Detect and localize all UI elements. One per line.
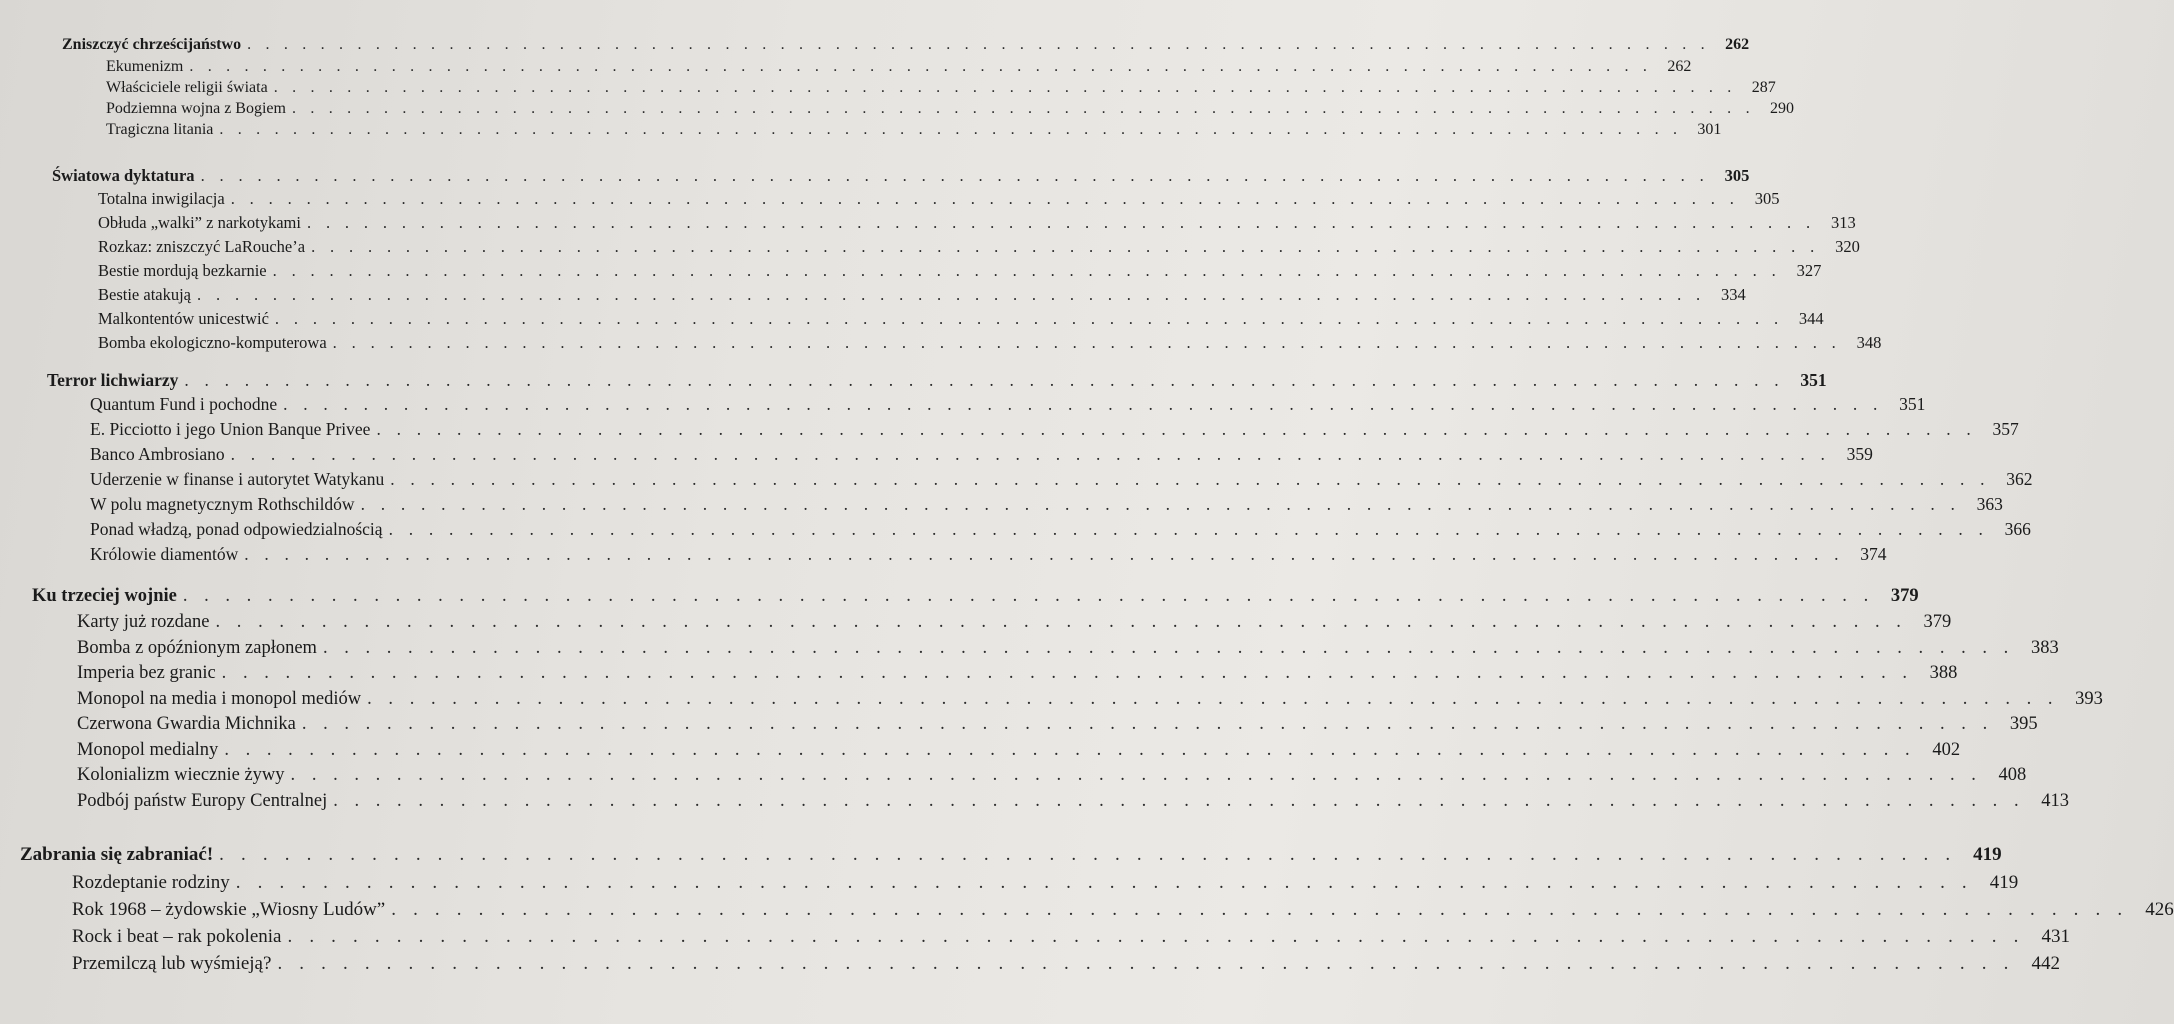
toc-section bbox=[47, 370, 2033, 569]
entry-title: Monopol na media i monopol mediów bbox=[77, 688, 362, 709]
toc-entry bbox=[47, 419, 2019, 444]
entry-page-number: 379 bbox=[1923, 612, 1952, 632]
leader-dots: ................................................................................ bbox=[333, 790, 2036, 811]
entry-title: Bestie mordują bezkarnie bbox=[98, 261, 267, 280]
entry-title: E. Picciotto i jego Union Banque Privee bbox=[90, 419, 371, 439]
entry-page-number: 290 bbox=[1769, 100, 1794, 117]
toc-entry bbox=[32, 663, 1958, 689]
toc-entry bbox=[62, 79, 1776, 100]
leader-dots: ................................................................................ bbox=[287, 926, 2036, 947]
toc-entry bbox=[52, 309, 1824, 333]
toc-entry bbox=[32, 739, 1961, 766]
entry-page-number: 366 bbox=[2004, 519, 2031, 539]
entry-page-number: 419 bbox=[1989, 872, 2019, 893]
entry-title: Rok 1968 – żydowskie „Wiosny Ludów” bbox=[72, 899, 386, 920]
entry-page-number: 374 bbox=[1860, 544, 1887, 564]
entry-title: Karty już rozdane bbox=[77, 612, 210, 632]
toc-entry bbox=[47, 544, 1887, 569]
entry-page-number: 327 bbox=[1796, 261, 1822, 280]
entry-title: Przemilczą lub wyśmieją? bbox=[72, 953, 272, 974]
entry-title: Bomba z opóźnionym zapłonem bbox=[77, 637, 317, 658]
section-heading bbox=[32, 586, 1919, 612]
leader-dots: ................................................................................ bbox=[230, 189, 1749, 208]
section-heading bbox=[47, 370, 1827, 394]
toc-entry bbox=[52, 237, 1860, 261]
section-heading bbox=[62, 36, 1750, 58]
entry-page-number: 408 bbox=[1998, 765, 2027, 785]
section-title: Terror lichwiarzy bbox=[47, 370, 179, 390]
entry-page-number: 395 bbox=[2009, 714, 2038, 734]
leader-dots: ................................................................................ bbox=[272, 261, 1791, 280]
toc-entry bbox=[20, 926, 2070, 953]
section-title: Zabrania się zabraniać! bbox=[20, 844, 214, 865]
entry-page-number: 442 bbox=[2031, 953, 2060, 974]
leader-dots: ................................................................................ bbox=[182, 586, 1885, 606]
leader-dots: ................................................................................ bbox=[391, 899, 2140, 920]
toc-entry bbox=[47, 469, 2033, 494]
toc-entry bbox=[32, 612, 1952, 638]
entry-title: Czerwona Gwardia Michnika bbox=[77, 714, 296, 734]
entry-title: Imperia bez granic bbox=[77, 663, 216, 683]
entry-page-number: 351 bbox=[1899, 394, 1926, 414]
entry-page-number: 383 bbox=[2030, 637, 2059, 658]
entry-page-number: 362 bbox=[2006, 469, 2033, 489]
section-title: Ku trzeciej wojnie bbox=[32, 586, 177, 606]
toc-entry bbox=[20, 953, 2060, 980]
section-page-number: 351 bbox=[1800, 370, 1827, 390]
entry-title: Rozkaz: zniszczyć LaRouche’a bbox=[98, 237, 306, 256]
toc-entry bbox=[32, 714, 2038, 740]
leader-dots: ................................................................................ bbox=[388, 519, 1999, 539]
leader-dots: ................................................................................ bbox=[283, 394, 1894, 414]
toc-section bbox=[20, 844, 2174, 980]
section-heading bbox=[20, 844, 2002, 872]
entry-page-number: 413 bbox=[2041, 790, 2069, 811]
leader-dots: ................................................................................ bbox=[301, 714, 2004, 734]
entry-page-number: 305 bbox=[1754, 189, 1780, 208]
leader-dots: ................................................................................ bbox=[376, 419, 1987, 439]
leader-dots: ................................................................................ bbox=[197, 285, 1716, 304]
leader-dots: ................................................................................ bbox=[235, 872, 1984, 893]
section-page-number: 379 bbox=[1890, 586, 1919, 606]
leader-dots: ................................................................................ bbox=[360, 494, 1971, 514]
toc-entry bbox=[32, 790, 2069, 817]
entry-page-number: 320 bbox=[1835, 237, 1860, 256]
section-title: Światowa dyktatura bbox=[52, 166, 195, 185]
entry-page-number: 393 bbox=[2075, 688, 2103, 709]
entry-title: Ekumenizm bbox=[106, 58, 184, 75]
leader-dots: ................................................................................ bbox=[224, 739, 1927, 760]
toc-entry bbox=[47, 494, 2003, 519]
leader-dots: ................................................................................ bbox=[306, 213, 1825, 232]
entry-page-number: 334 bbox=[1721, 285, 1746, 304]
toc-entry bbox=[52, 285, 1746, 309]
toc-entry bbox=[47, 444, 1873, 469]
leader-dots: ................................................................................ bbox=[219, 844, 1968, 865]
section-page-number: 305 bbox=[1724, 166, 1750, 185]
toc-section bbox=[52, 166, 1882, 357]
toc-entry bbox=[52, 189, 1780, 213]
toc-entry bbox=[52, 333, 1882, 357]
entry-page-number: 359 bbox=[1846, 444, 1873, 464]
entry-title: Uderzenie w finanse i autorytet Watykanu bbox=[90, 469, 385, 489]
entry-title: Obłuda „walki” z narkotykami bbox=[98, 213, 301, 232]
entry-page-number: 402 bbox=[1932, 739, 1961, 760]
leader-dots: ................................................................................ bbox=[290, 765, 1993, 785]
toc-entry bbox=[20, 872, 2019, 899]
entry-title: Rock i beat – rak pokolenia bbox=[72, 926, 282, 947]
entry-title: Totalna inwigilacja bbox=[98, 189, 225, 208]
entry-title: Bestie atakują bbox=[98, 285, 192, 304]
entry-title: Właściciele religii świata bbox=[106, 79, 268, 96]
toc-entry bbox=[32, 765, 2027, 791]
leader-dots: ................................................................................ bbox=[274, 309, 1793, 328]
toc-entry bbox=[62, 58, 1692, 79]
leader-dots: ................................................................................ bbox=[367, 688, 2070, 709]
entry-title: Podziemna wojna z Bogiem bbox=[106, 100, 286, 117]
toc-entry bbox=[47, 394, 1926, 419]
entry-title: Malkontentów unicestwić bbox=[98, 309, 269, 328]
section-page-number: 262 bbox=[1725, 36, 1750, 53]
entry-page-number: 388 bbox=[1929, 663, 1958, 683]
leader-dots: ................................................................................ bbox=[221, 663, 1924, 683]
section-heading bbox=[52, 166, 1750, 189]
toc-entry bbox=[62, 100, 1794, 121]
entry-page-number: 363 bbox=[1976, 494, 2003, 514]
entry-page-number: 313 bbox=[1830, 213, 1856, 232]
entry-title: Banco Ambrosiano bbox=[90, 444, 225, 464]
toc-section bbox=[62, 36, 1794, 142]
entry-title: Królowie diamentów bbox=[90, 544, 239, 564]
entry-page-number: 262 bbox=[1667, 58, 1692, 75]
leader-dots: ................................................................................ bbox=[219, 121, 1692, 138]
leader-dots: ................................................................................ bbox=[230, 444, 1841, 464]
leader-dots: ................................................................................ bbox=[390, 469, 2001, 489]
leader-dots: ................................................................................ bbox=[291, 100, 1764, 117]
leader-dots: ................................................................................ bbox=[311, 237, 1830, 256]
toc-entry bbox=[32, 637, 2059, 664]
entry-title: Ponad władzą, ponad odpowiedzialnością bbox=[90, 519, 383, 539]
leader-dots: ................................................................................ bbox=[273, 79, 1746, 96]
entry-page-number: 357 bbox=[1992, 419, 2019, 439]
toc-entry bbox=[52, 213, 1856, 237]
toc-entry bbox=[52, 261, 1822, 285]
toc-entry bbox=[32, 688, 2103, 715]
toc-entry bbox=[47, 519, 2031, 544]
entry-page-number: 348 bbox=[1856, 333, 1882, 352]
leader-dots: ................................................................................ bbox=[322, 637, 2025, 658]
leader-dots: ................................................................................ bbox=[184, 370, 1795, 390]
leader-dots: ................................................................................ bbox=[189, 58, 1662, 75]
leader-dots: ................................................................................ bbox=[244, 544, 1855, 564]
leader-dots: ................................................................................ bbox=[247, 36, 1720, 53]
entry-title: Bomba ekologiczno-komputerowa bbox=[98, 333, 327, 352]
entry-page-number: 431 bbox=[2041, 926, 2070, 947]
section-page-number: 419 bbox=[1973, 844, 2002, 865]
leader-dots: ................................................................................ bbox=[277, 953, 2026, 974]
entry-title: Rozdeptanie rodziny bbox=[72, 872, 230, 893]
leader-dots: ................................................................................ bbox=[215, 612, 1918, 632]
leader-dots: ................................................................................ bbox=[332, 333, 1851, 352]
entry-page-number: 301 bbox=[1697, 121, 1722, 138]
entry-title: Podbój państw Europy Centralnej bbox=[77, 790, 328, 811]
toc-section bbox=[32, 586, 2103, 816]
entry-title: Quantum Fund i pochodne bbox=[90, 394, 278, 414]
entry-page-number: 344 bbox=[1798, 309, 1824, 328]
entry-title: Tragiczna litania bbox=[106, 121, 214, 138]
section-title: Zniszczyć chrześcijaństwo bbox=[62, 36, 242, 53]
leader-dots: ................................................................................ bbox=[200, 166, 1719, 185]
entry-title: Kolonializm wiecznie żywy bbox=[77, 765, 285, 785]
toc-entry bbox=[62, 121, 1722, 142]
entry-title: W polu magnetycznym Rothschildów bbox=[90, 494, 355, 514]
toc-entry bbox=[20, 899, 2174, 926]
entry-page-number: 287 bbox=[1751, 79, 1776, 96]
entry-title: Monopol medialny bbox=[77, 739, 219, 760]
entry-page-number: 426 bbox=[2145, 899, 2174, 920]
